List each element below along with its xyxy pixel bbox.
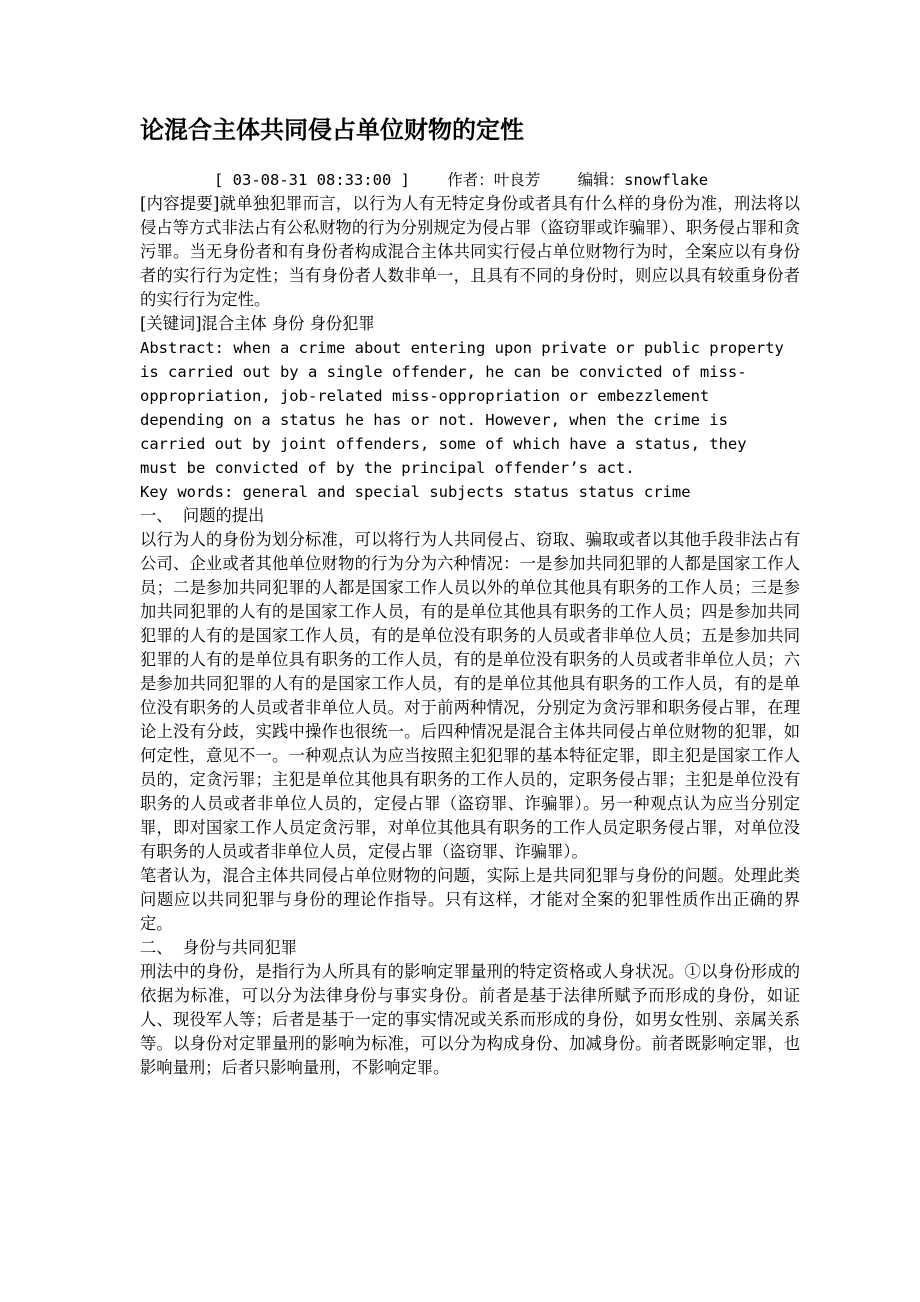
- document-body: [140, 192, 800, 1080]
- article-meta: [ 03-08-31 08:33:00 ] 作者：叶良芳 编辑：snowflake: [214, 171, 709, 189]
- section-heading: 二、 身份与共同犯罪: [140, 938, 297, 957]
- keywords-en-line: Key words: general and special subjects status status crime: [140, 483, 691, 501]
- body-paragraph: 笔者认为，混合主体共同侵占单位财物的问题，实际上是共同犯罪与身份的问题。处理此类问题应以共同犯罪与身份的理论作指导。只有这样，才能对全案的犯罪性质作出正确的界定。: [140, 866, 800, 933]
- document-title: 论混合主体共同侵占单位财物的定性: [140, 116, 524, 144]
- abstract-paragraph: Abstract: when a crime about entering upon private or public property is carried out by a single offender, he can be convicted of miss- oppropriation, job-related miss-oppropriation or embezzlement depending on a status he has or not. However, when the crime is carried out by joint offenders, some of which have a status, they must be convicted of by the principal offender’s act.: [140, 339, 784, 477]
- body-paragraph: 以行为人的身份为划分标准，可以将行为人共同侵占、窃取、骗取或者以其他手段非法占有公司、企业或者其他单位财物的行为分为六种情况：一是参加共同犯罪的人都是国家工作人员；二是参加共同犯罪的人都是国家工作人员以外的单位其他具有职务的工作人员；三是参加共同犯罪的人有的是国家工作人员，有的是单位其他具有职务的工作人员；四是参加共同犯罪的人有的是国家工作人员，有的是单位没有职务的人员或者非单位人员；五是参加共同犯罪的人有的是单位具有职务的工作人员，有的是单位没有职务的人员或者非单位人员；六是参加共同犯罪的人有的是国家工作人员，有的是单位其他具有职务的工作人员，有的是单位没有职务的人员或者非单位人员。对于前两种情况，分别定为贪污罪和职务侵占罪，在理论上没有分歧，实践中操作也很统一。后四种情况是混合主体共同侵占单位财物的犯罪，如何定性，意见不一。一种观点认为应当按照主犯犯罪的基本特征定罪，即主犯是国家工作人员的，定贪污罪；主犯是单位其他具有职务的工作人员的，定职务侵占罪；主犯是单位没有职务的人员或者非单位人员的，定侵占罪（盗窃罪、诈骗罪）。另一种观点认为应当分别定罪，即对国家工作人员定贪污罪，对单位其他具有职务的工作人员定职务侵占罪，对单位没有职务的人员或者非单位人员，定侵占罪（盗窃罪、诈骗罪）。: [140, 530, 800, 861]
- keywords-line: [关键词]混合主体 身份 身份犯罪: [140, 314, 375, 333]
- section-heading: 一、 问题的提出: [140, 506, 265, 525]
- body-paragraph: 刑法中的身份，是指行为人所具有的影响定罪量刑的特定资格或人身状况。①以身份形成的依据为标准，可以分为法律身份与事实身份。前者是基于法律所赋予而形成的身份，如证人、现役军人等；后者是基于一定的事实情况或关系而形成的身份，如男女性别、亲属关系等。以身份对定罪量刑的影响为标准，可以分为构成身份、加减身份。前者既影响定罪，也影响量刑；后者只影响量刑，不影响定罪。: [140, 962, 800, 1077]
- summary-paragraph: [内容提要]就单独犯罪而言，以行为人有无特定身份或者具有什么样的身份为准，刑法将以侵占等方式非法占有公私财物的行为分别规定为侵占罪（盗窃罪或诈骗罪）、职务侵占罪和贪污罪。当无身份者和有身份者构成混合主体共同实行侵占单位财物行为时，全案应以有身份者的实行行为定性；当有身份者人数非单一，且具有不同的身份时，则应以具有较重身份者的实行行为定性。: [140, 194, 800, 309]
